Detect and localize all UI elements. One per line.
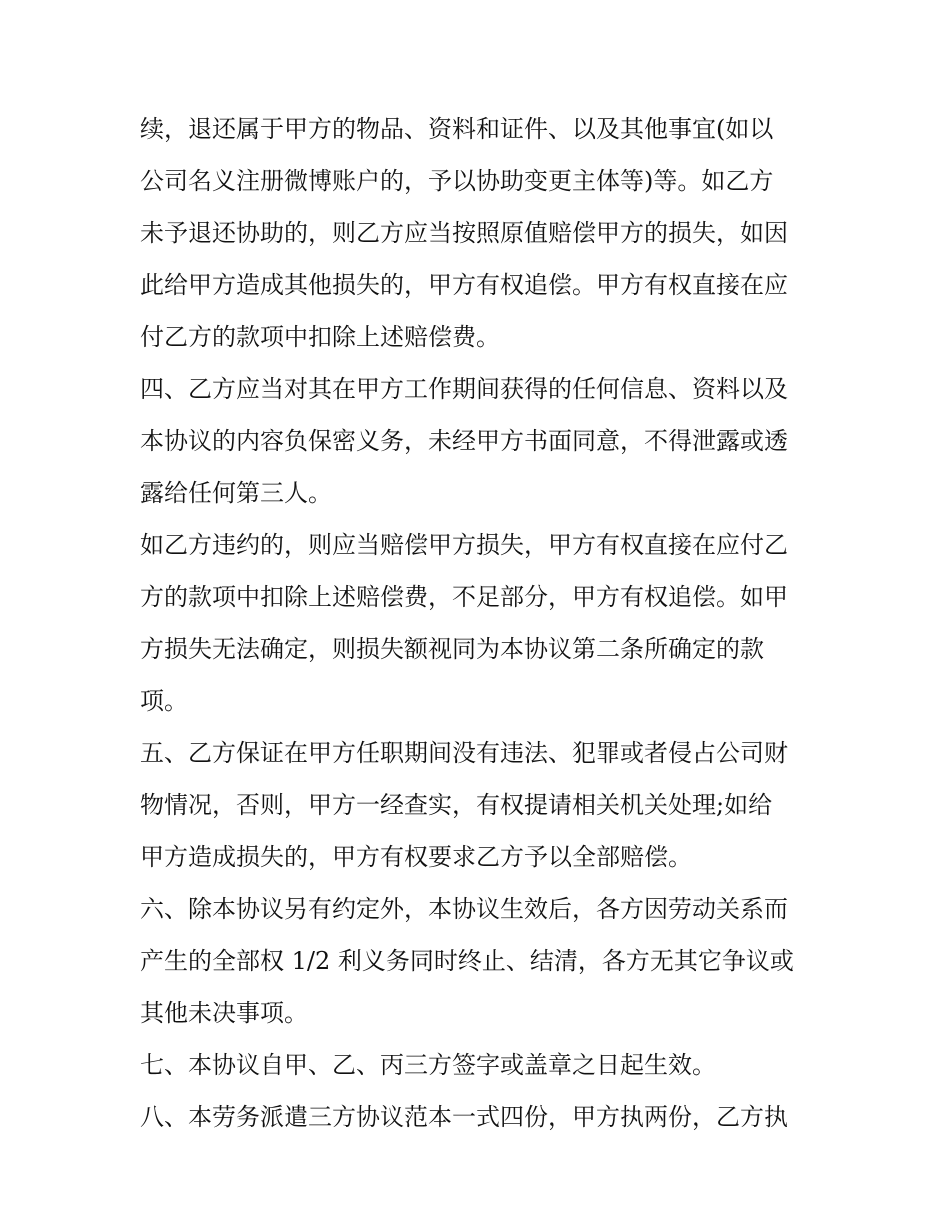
text-line: 本协议的内容负保密义务，未经甲方书面同意，不得泄露或透 <box>140 427 788 455</box>
text-line: 甲方造成损失的，甲方有权要求乙方予以全部赔偿。 <box>140 843 692 871</box>
text-line: 方的款项中扣除上述赔偿费，不足部分，甲方有权追偿。如甲 <box>140 583 788 611</box>
text-line: 此给甲方造成其他损失的，甲方有权追偿。甲方有权直接在应 <box>140 271 788 299</box>
text-line: 八、本劳务派遣三方协议范本一式四份，甲方执两份，乙方执 <box>140 1103 788 1131</box>
text-line: 七、本协议自甲、乙、丙三方签字或盖章之日起生效。 <box>140 1051 716 1079</box>
text-line: 项。 <box>140 687 188 715</box>
text-line: 如乙方违约的，则应当赔偿甲方损失，甲方有权直接在应付乙 <box>140 531 788 559</box>
text-line: 五、乙方保证在甲方任职期间没有违法、犯罪或者侵占公司财 <box>140 739 788 767</box>
text-line: 四、乙方应当对其在甲方工作期间获得的任何信息、资料以及 <box>140 375 788 403</box>
text-line: 公司名义注册微博账户的，予以协助变更主体等)等。如乙方 <box>140 167 774 195</box>
text-line: 其他未决事项。 <box>140 999 308 1027</box>
text-line: 付乙方的款项中扣除上述赔偿费。 <box>140 323 500 351</box>
text-line: 产生的全部权 1/2 利义务同时终止、结清，各方无其它争议或 <box>140 947 794 975</box>
text-line: 六、除本协议另有约定外，本协议生效后，各方因劳动关系而 <box>140 895 788 923</box>
text-line: 续，退还属于甲方的物品、资料和证件、以及其他事宜(如以 <box>140 115 774 143</box>
document-body <box>140 103 820 1143</box>
text-line: 方损失无法确定，则损失额视同为本协议第二条所确定的款 <box>140 635 764 663</box>
text-line: 物情况，否则，甲方一经查实，有权提请相关机关处理;如给 <box>140 791 773 819</box>
text-line: 未予退还协助的，则乙方应当按照原值赔偿甲方的损失，如因 <box>140 219 788 247</box>
text-line: 露给任何第三人。 <box>140 479 332 507</box>
